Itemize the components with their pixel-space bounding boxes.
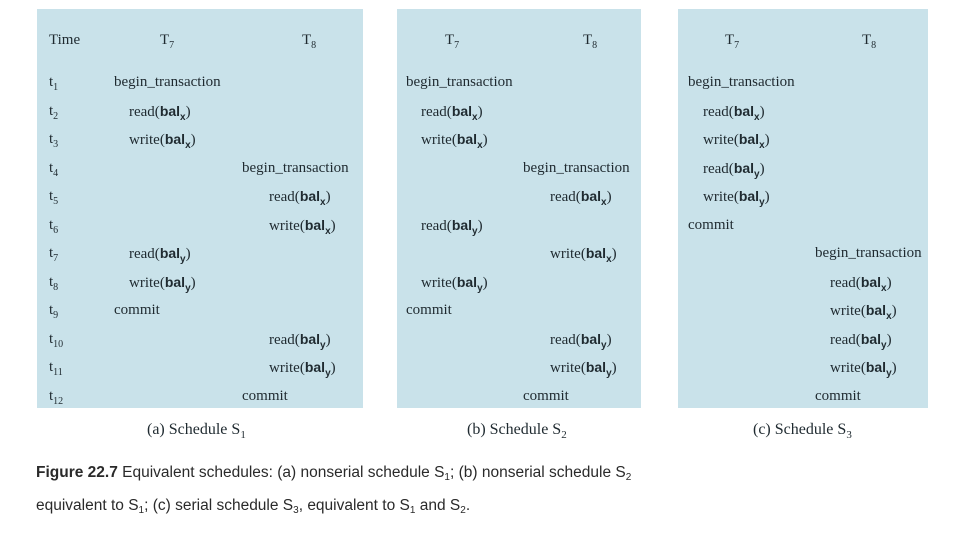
schedule-s3-table <box>678 9 928 408</box>
operation-cell-t7: write(bal$_x$) <box>421 131 488 151</box>
operation-cell-t8: write(bal$_x$) <box>830 302 897 322</box>
header-t7: $T_7$ <box>160 32 175 51</box>
time-cell-t4: $t_4$ <box>49 159 59 179</box>
time-cell-t11: $t_{11}$ <box>49 359 63 378</box>
operation-cell-t7: read(bal$_y$) <box>421 216 483 237</box>
operation-cell-t7: read(bal$_x$) <box>703 102 765 123</box>
time-cell-t5: $t_5$ <box>49 188 59 207</box>
time-cell-t3: $t_3$ <box>49 131 59 150</box>
schedule-s2-table <box>397 9 641 408</box>
operation-cell-t7: read(bal$_y$) <box>129 245 191 265</box>
caption-schedule-s1: (a) Schedule $S_1$ <box>147 421 246 441</box>
header-t7: $T_7$ <box>445 32 460 51</box>
operation-cell-t8: commit <box>242 387 288 404</box>
time-cell-t9: $t_9$ <box>49 302 59 321</box>
caption-schedule-s2: (b) Schedule $S_2$ <box>467 421 567 441</box>
figure-caption-text-2: equivalent to $S_1$; (c) serial schedule $S_3$, equivalent to $S_1$ and $S_2$. <box>36 497 471 516</box>
time-cell-t10: $t_{10}$ <box>49 330 64 350</box>
time-cell-t1: $t_1$ <box>49 74 59 93</box>
operation-cell-t8: read(bal$_y$) <box>550 330 612 351</box>
operation-cell-t8: begin_transaction <box>815 245 922 261</box>
operation-cell-t7: write(bal$_y$) <box>421 273 488 294</box>
operation-cell-t7: write(bal$_y$) <box>129 273 196 294</box>
operation-cell-t7: commit <box>406 302 452 318</box>
operation-cell-t7: read(bal$_x$) <box>421 102 483 123</box>
operation-cell-t7: commit <box>114 302 160 318</box>
operation-cell-t7: begin_transaction <box>406 74 513 90</box>
operation-cell-t8: begin_transaction <box>523 159 630 176</box>
time-cell-t12: $t_{12}$ <box>49 387 64 407</box>
operation-cell-t8: commit <box>523 387 569 404</box>
operation-cell-t8: commit <box>815 387 861 404</box>
operation-cell-t7: write(bal$_y$) <box>703 188 770 208</box>
header-t7: $T_7$ <box>725 32 740 51</box>
operation-cell-t7: begin_transaction <box>114 74 221 90</box>
figure-caption-line-2 <box>36 497 470 515</box>
header-t8: $T_8$ <box>862 32 877 51</box>
operation-cell-t8: begin_transaction <box>242 159 349 176</box>
operation-cell-t7: read(bal$_x$) <box>129 102 191 123</box>
operation-cell-t8: write(bal$_y$) <box>550 359 617 379</box>
time-cell-t7: $t_7$ <box>49 245 59 264</box>
header-time: Time <box>49 32 81 48</box>
figure-caption-text-1: Equivalent schedules: (a) nonserial schedule $S_1$; (b) nonserial schedule $S_2$ <box>122 464 632 483</box>
operation-cell-t8: write(bal$_x$) <box>550 245 617 265</box>
time-cell-t6: $t_6$ <box>49 216 59 236</box>
operation-cell-t8: read(bal$_x$) <box>269 188 331 208</box>
operation-cell-t8: write(bal$_y$) <box>830 359 897 379</box>
figure-label: Figure 22.7 <box>36 464 118 481</box>
operation-cell-t7: read(bal$_y$) <box>703 159 765 180</box>
figure-caption-line-1 <box>36 464 631 482</box>
operation-cell-t8: write(bal$_x$) <box>269 216 336 237</box>
operation-cell-t8: read(bal$_y$) <box>830 330 892 351</box>
time-cell-t8: $t_8$ <box>49 273 59 293</box>
operation-cell-t8: read(bal$_x$) <box>830 273 892 294</box>
header-t8: $T_8$ <box>302 32 317 51</box>
operation-cell-t7: commit <box>688 216 734 233</box>
operation-cell-t7: begin_transaction <box>688 74 795 90</box>
header-t8: $T_8$ <box>583 32 598 51</box>
operation-cell-t7: write(bal$_x$) <box>703 131 770 151</box>
operation-cell-t8: write(bal$_y$) <box>269 359 336 379</box>
time-cell-t2: $t_2$ <box>49 102 59 122</box>
schedule-s1-table <box>37 9 363 408</box>
operation-cell-t8: read(bal$_x$) <box>550 188 612 208</box>
caption-schedule-s3: (c) Schedule $S_3$ <box>753 421 852 441</box>
operation-cell-t8: read(bal$_y$) <box>269 330 331 351</box>
operation-cell-t7: write(bal$_x$) <box>129 131 196 151</box>
